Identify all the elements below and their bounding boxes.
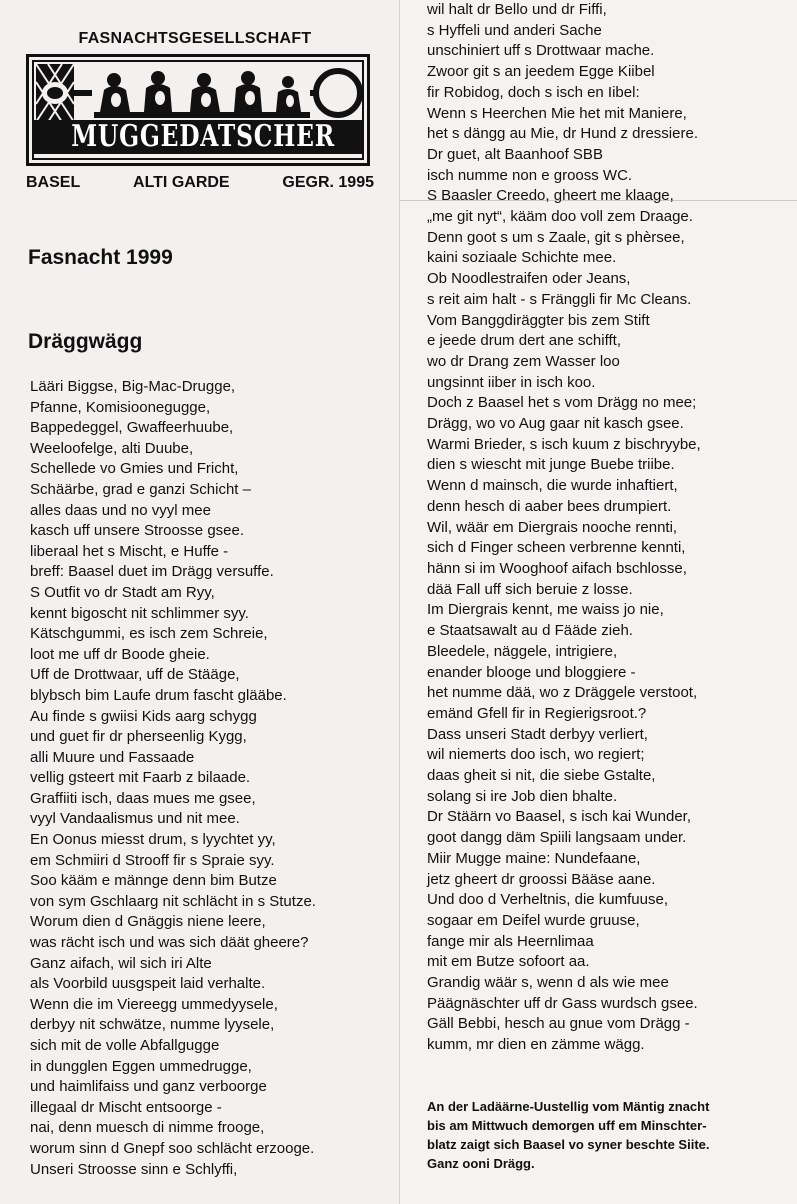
verse-line: Wenn s Heerchen Mie het mit Maniere, <box>427 104 687 122</box>
society-name: FASNACHTSGESELLSCHAFT <box>78 30 312 47</box>
poem-column-left <box>30 377 390 1180</box>
closing-line: Ganz ooni Drägg. <box>427 1156 535 1171</box>
verse-line: Miir Mugge maine: Nundefaane, <box>427 849 641 867</box>
verse-line: wil halt dr Bello und dr Fiffi, <box>427 1 607 18</box>
verse-line: loot me uff dr Boode gheie. <box>30 645 210 663</box>
verse-line: Unseri Stroosse sinn e Schlyffi, <box>30 1160 238 1178</box>
verse-line: Au finde s gwiisi Kids aarg schygg <box>30 707 257 725</box>
verse-line: Graffiiti isch, daas mues me gsee, <box>30 789 256 807</box>
closing-line: An der Ladäärne-Uustellig vom Mäntig znacht <box>427 1099 710 1114</box>
verse-line: ungsinnt iiber in isch koo. <box>427 373 596 391</box>
verse-line: und guet fir dr pherseenlig Kygg, <box>30 728 247 746</box>
city-label: BASEL <box>26 174 81 191</box>
verse-line: Gäll Bebbi, hesch au gnue vom Drägg - <box>427 1015 690 1033</box>
verse-line: alli Muure und Fassaade <box>30 748 195 766</box>
logo-subline <box>26 174 374 192</box>
verse-line: blybsch bim Laufe drum fascht glääbe. <box>30 686 287 704</box>
verse-line: Wenn die im Viereegg ummedyysele, <box>30 995 278 1013</box>
verse-line: S Baasler Creedo, gheert me klaage, <box>427 187 674 205</box>
poem-column-right <box>427 0 787 1056</box>
verse-line: Doch z Baasel het s vom Drägg no mee; <box>427 394 697 412</box>
verse-line: em Schmiiri d Strooff fir s Spraie syy. <box>30 851 275 869</box>
verse-line: Ganz aifach, wil sich iri Alte <box>30 954 212 972</box>
poem-title: Dräggwägg <box>28 330 143 353</box>
verse-line: e jeede drum dert ane schifft, <box>427 332 622 350</box>
verse-line: enander blooge und bloggiere - <box>427 663 636 681</box>
verse-line: emänd Gfell fir in Regierigsroot.? <box>427 704 647 722</box>
verse-line: Und doo d Verheltnis, die kumfuuse, <box>427 891 668 909</box>
verse-line: Wenn d mainsch, die wurde inhaftiert, <box>427 477 678 495</box>
verse-line: breff: Baasel duet im Drägg versuffe. <box>30 563 274 581</box>
verse-line: Warmi Brieder, s isch kuum z bischryybe, <box>427 435 701 453</box>
verse-line: het numme dää, wo z Dräggele verstoot, <box>427 684 698 702</box>
verse-line: jetz gheert dr groossi Bääse aane. <box>427 870 656 888</box>
verse-line: kennt bigoscht nit schlimmer syy. <box>30 604 249 622</box>
verse-line: Soo kääm e männge denn bim Butze <box>30 872 277 890</box>
verse-line: Ob Noodlestraifen oder Jeans, <box>427 270 631 288</box>
closing-note <box>427 1097 747 1173</box>
verse-line: Päägnäschter uff dr Gass wurdsch gsee. <box>427 994 698 1012</box>
verse-line: liberaal het s Mischt, e Huffe - <box>30 542 229 560</box>
verse-line: alles daas und no vyyl mee <box>30 501 211 519</box>
verse-line: illegaal dr Mischt entsoorge - <box>30 1098 222 1116</box>
verse-line: hänn si im Wooghoof aifach bschlosse, <box>427 559 687 577</box>
verse-line: daas gheit si nit, die siebe Gstalte, <box>427 767 656 785</box>
logo-illustration <box>34 62 366 126</box>
verse-line: und haimlifaiss und ganz verboorge <box>30 1078 267 1096</box>
verse-line: vyyl Vandaalismus und nit mee. <box>30 810 240 828</box>
verse-line: fir Robidog, doch s isch en Iibel: <box>427 83 640 101</box>
verse-line: Worum dien d Gnäggis niene leere, <box>30 913 266 931</box>
verse-line: Weeloofelge, alti Duube, <box>30 439 194 457</box>
verse-line: fange mir als Heernlimaa <box>427 932 594 950</box>
closing-line: blatz zaigt sich Baasel vo syner beschte Siite. <box>427 1137 710 1152</box>
verse-line: sogaar em Deifel wurde gruuse, <box>427 911 640 929</box>
verse-line: e Staatsawalt au d Fääde zieh. <box>427 622 633 640</box>
event-title: Fasnacht 1999 <box>28 246 173 269</box>
verse-line: Denn goot s um s Zaale, git s phèrsee, <box>427 228 685 246</box>
founded-label: GEGR. 1995 <box>282 174 374 191</box>
verse-line: Drägg, wo vo Aug gaar nit kasch gsee. <box>427 415 684 433</box>
verse-line: het s dängg au Mie, dr Hund z dressiere. <box>427 125 698 143</box>
verse-line: als Voorbild uusgspeit laid verhalte. <box>30 975 266 993</box>
verse-line: vellig gsteert mit Faarb z bilaade. <box>30 769 251 787</box>
verse-line: dien s wiescht mit junge Buebe triibe. <box>427 456 675 474</box>
verse-line: sich mit de volle Abfallgugge <box>30 1037 220 1054</box>
verse-line: Bleedele, näggele, intrigiere, <box>427 642 618 660</box>
verse-line: S Outfit vo dr Stadt am Ryy, <box>30 583 215 601</box>
closing-line: bis am Mittwuch demorgen uff em Minschter- <box>427 1118 707 1133</box>
verse-line: „me git nyt“, kääm doo voll zem Draage. <box>427 208 693 226</box>
verse-line: Kätschgummi, es isch zem Schreie, <box>30 625 268 643</box>
verse-line: in dungglen Eggen ummedrugge, <box>30 1057 252 1075</box>
verse-line: s Hyffeli und anderi Sache <box>427 21 602 39</box>
division-label: ALTI GARDE <box>133 174 230 191</box>
verse-line: sich d Finger scheen verbrenne kennti, <box>427 539 686 557</box>
verse-line: Dr guet, alt Baanhoof SBB <box>427 145 603 163</box>
logo <box>26 54 370 166</box>
logo-wordmark: MUGGEDATSCHER <box>34 120 362 154</box>
verse-line: kaini soziaale Schichte mee. <box>427 249 617 267</box>
verse-line: goot dangg däm Spiili langsaam under. <box>427 829 687 847</box>
verse-line: kumm, mr dien en zämme wägg. <box>427 1036 645 1054</box>
verse-line: wil niemerts doo isch, wo regiert; <box>427 746 645 764</box>
verse-line: nai, denn muesch di nimme frooge, <box>30 1119 265 1137</box>
verse-line: was rächt isch und was sich däät gheere? <box>30 934 309 952</box>
verse-line: denn hesch di aaber bees drumpiert. <box>427 497 672 515</box>
verse-line: Uff de Drottwaar, uff de Stääge, <box>30 666 240 684</box>
verse-line: Schäärbe, grad e ganzi Schicht – <box>30 480 251 498</box>
verse-line: Im Diergrais kennt, me waiss jo nie, <box>427 601 664 619</box>
verse-line: Dr Stäärn vo Baasel, s isch kai Wunder, <box>427 808 692 826</box>
verse-line: Vom Banggdiräggter bis zem Stift <box>427 311 650 329</box>
verse-line: kasch uff unsere Stroosse gsee. <box>30 522 245 540</box>
verse-line: derbyy nit schwätze, numme lyysele, <box>30 1016 275 1034</box>
verse-line: En Oonus miesst drum, s lyychtet yy, <box>30 831 276 849</box>
verse-line: isch numme non e grooss WC. <box>427 166 633 184</box>
verse-line: solang si ire Job dien bhalte. <box>427 787 618 805</box>
verse-line: Lääri Biggse, Big-Mac-Drugge, <box>30 378 236 395</box>
logo-frame <box>32 60 364 160</box>
verse-line: unschiniert uff s Drottwaar mache. <box>427 42 655 60</box>
verse-line: Pfanne, Komisioonegugge, <box>30 398 211 416</box>
verse-line: Grandig wäär s, wenn d als wie mee <box>427 974 669 992</box>
verse-line: s reit aim halt - s Fränggli fir Mc Cleans. <box>427 290 692 308</box>
verse-line: Bappedeggel, Gwaffeerhuube, <box>30 419 234 437</box>
verse-line: worum sinn d Gnepf soo schlächt erzooge. <box>30 1139 315 1157</box>
verse-line: dää Fall uff sich beruie z losse. <box>427 580 633 598</box>
verse-line: Schellede vo Gmies und Fricht, <box>30 460 239 478</box>
verse-line: Wil, wäär em Diergrais nooche rennti, <box>427 518 678 536</box>
verse-line: wo dr Drang zem Wasser loo <box>427 352 620 370</box>
verse-line: Dass unseri Stadt derbyy verliert, <box>427 725 648 743</box>
verse-line: mit em Butze sofoort aa. <box>427 953 590 971</box>
verse-line: von sym Gschlaarg nit schlächt in s Stutze. <box>30 892 316 910</box>
verse-line: Zwoor git s an jeedem Egge Kiibel <box>427 63 655 81</box>
